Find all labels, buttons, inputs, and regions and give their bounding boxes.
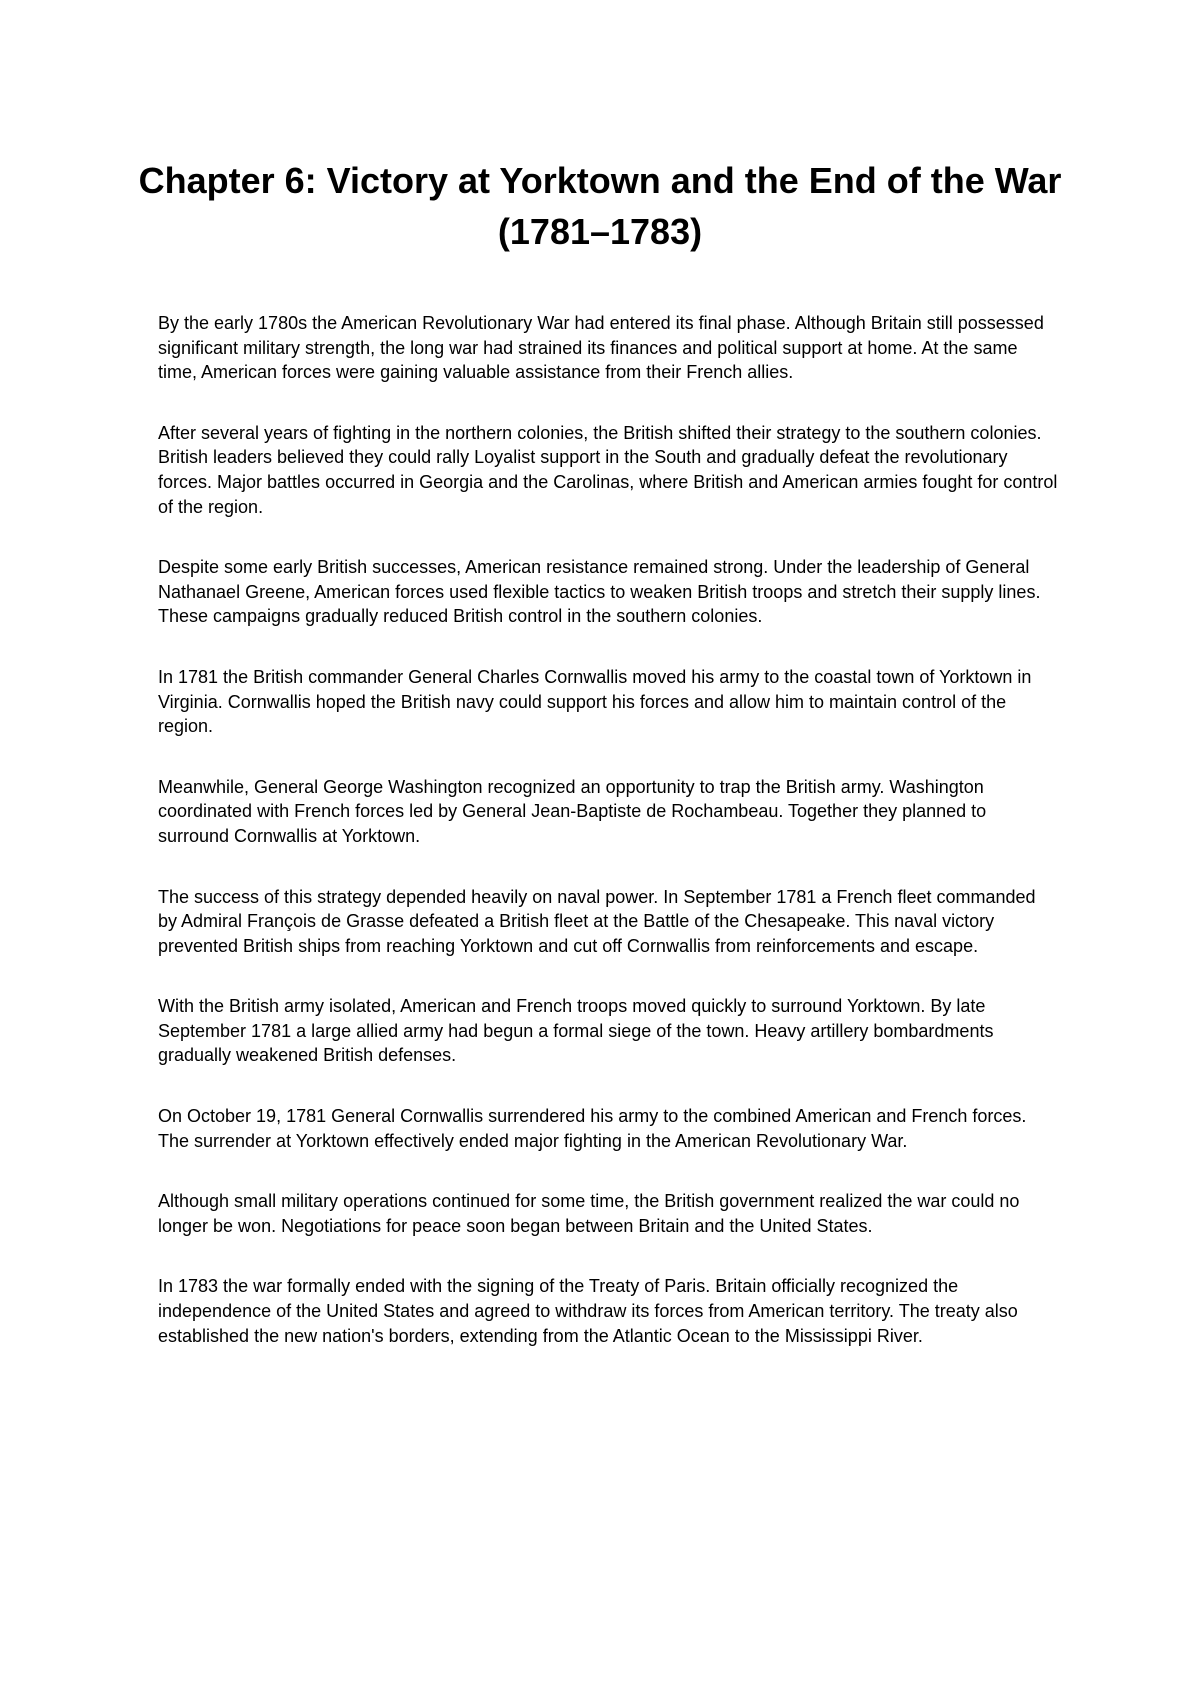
paragraph: Although small military operations continued for some time, the British government realized the war could no longer be won. Negotiations for peace soon began between Britain and the United States. (158, 1191, 1020, 1236)
chapter-body (158, 311, 1058, 1384)
paragraph: On October 19, 1781 General Cornwallis surrendered his army to the combined American and French forces. The surrender at Yorktown effectively ended major fighting in the American Revolutionary War. (158, 1106, 1027, 1151)
paragraph: Meanwhile, General George Washington recognized an opportunity to trap the British army. Washington coordinated with French forces led by General Jean-Baptiste de Rochambeau. Together they planned to surround Cornwallis at Yorktown. (158, 776, 987, 846)
paragraph: With the British army isolated, American and French troops moved quickly to surround Yorktown. By late September 1781 a large allied army had begun a formal siege of the town. Heavy artillery bombardments gradually weakened British defenses. (158, 996, 994, 1066)
paragraph: The success of this strategy depended heavily on naval power. In September 1781 a French fleet commanded by Admiral François de Grasse defeated a British fleet at the Battle of the Chesapeake. This naval victory prevented British ships from reaching Yorktown and cut off Cornwallis from reinforcements and escape. (158, 886, 1036, 956)
paragraph: After several years of fighting in the northern colonies, the British shifted their strategy to the southern colonies. British leaders believed they could rally Loyalist support in the South and gradually defeat the revolutionary forces. Major battles occurred in Georgia and the Carolinas, where British and American armies fought for control of the region. (158, 422, 1058, 517)
chapter-title: Chapter 6: Victory at Yorktown and the End of the War (1781–1783) (138, 160, 1062, 252)
paragraph: In 1781 the British commander General Charles Cornwallis moved his army to the coastal town of Yorktown in Virginia. Cornwallis hoped the British navy could support his forces and allow him to maintain control of the region. (158, 666, 1032, 737)
paragraph: By the early 1780s the American Revolutionary War had entered its final phase. Although Britain still possessed significant military strength, the long war had strained its finances and political support at home. At the same time, American forces were gaining valuable assistance from their French allies. (158, 313, 1044, 383)
paragraph: In 1783 the war formally ended with the signing of the Treaty of Paris. Britain officially recognized the independence of the United States and agreed to withdraw its forces from American territory. The treaty also established the new nation's borders, extending from the Atlantic Ocean to the Mississippi River. (158, 1276, 1018, 1346)
paragraph: Despite some early British successes, American resistance remained strong. Under the leadership of General Nathanael Greene, American forces used flexible tactics to weaken British troops and stretch their supply lines. These campaigns gradually reduced British control in the southern colonies. (158, 557, 1041, 627)
